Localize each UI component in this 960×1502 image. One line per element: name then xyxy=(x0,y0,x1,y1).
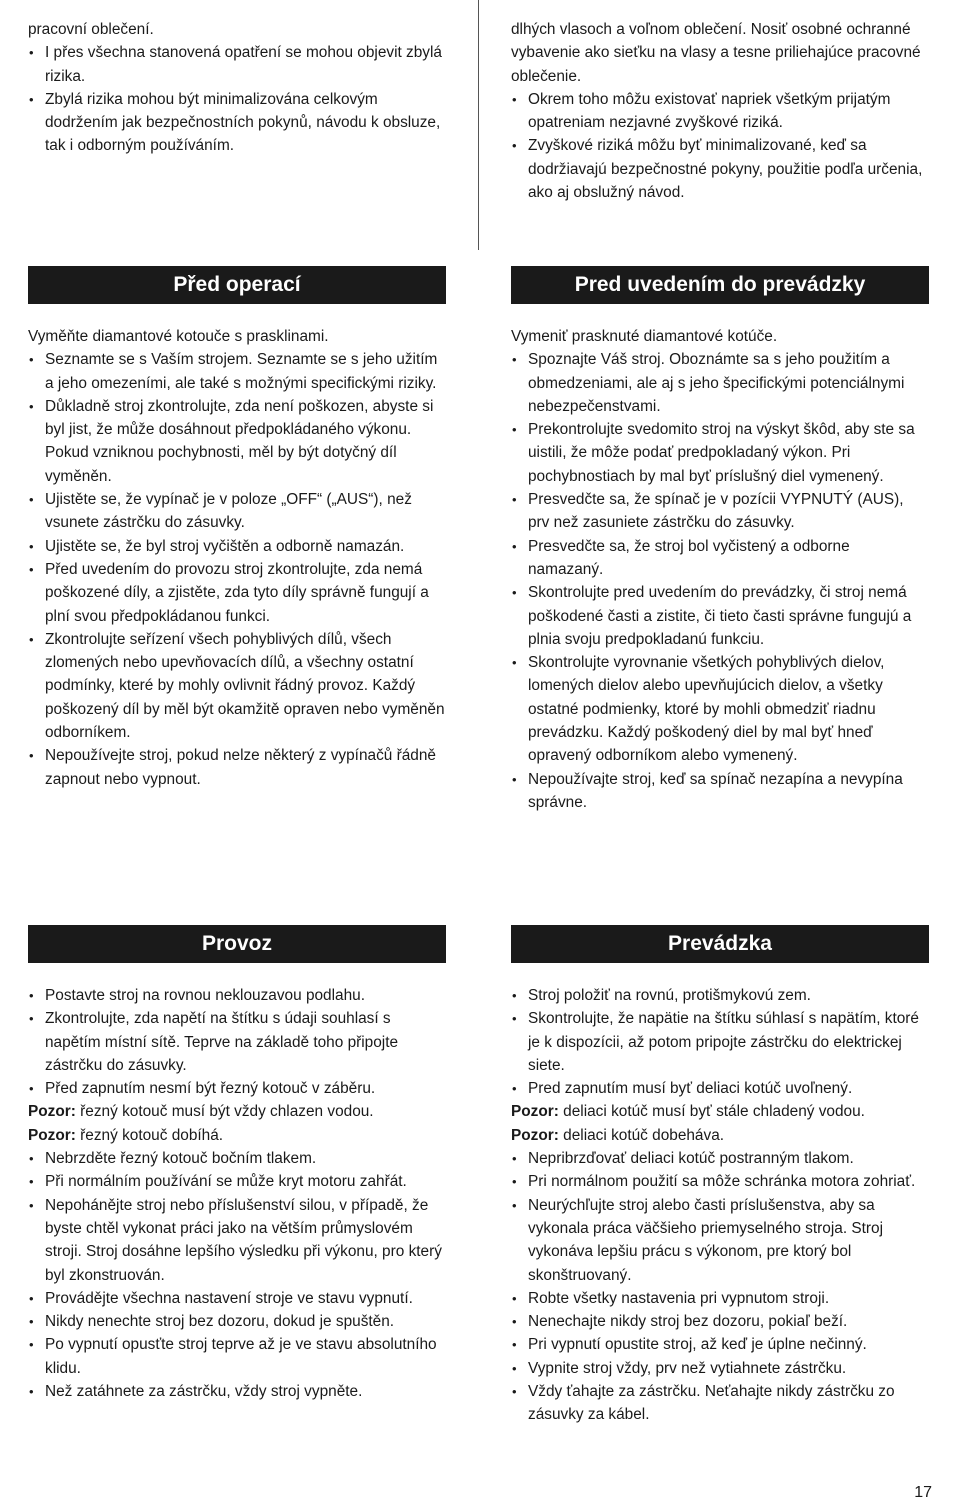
caution-note xyxy=(28,1124,446,1147)
list-item: • Zkontrolujte seřízení všech pohyblivých dílů, všech zlomených nebo upevňovacích dílů, a všechny ostatní podmínky, které by mohly ovlivnit řádný provoz. Každý poškozený díl by měl být okamžitě opraven nebo vyměněn odborníkem. xyxy=(28,628,446,744)
list-item: • Ujistěte se, že byl stroj vyčištěn a odborně namazán. xyxy=(28,535,446,558)
caution-note xyxy=(511,1124,929,1147)
section-heading-operation-cs: Provoz xyxy=(28,925,446,963)
caution-label: Pozor: xyxy=(511,1126,559,1144)
list-item: • Před zapnutím nesmí být řezný kotouč v záběru. xyxy=(28,1077,446,1100)
top-cs-intro: pracovní oblečení. xyxy=(28,21,154,38)
caution-text: deliaci kotúč dobeháva. xyxy=(558,1126,725,1144)
top-cs-column xyxy=(28,18,446,158)
operation-sk-list-2 xyxy=(511,1147,929,1427)
list-item: • Skontrolujte pred uvedením do prevádzky, či stroj nemá poškodené časti a zistite, či tieto časti správne fungujú a plnia svoju predpokladanú funkciu. xyxy=(511,581,929,651)
list-item: • Zvyškové riziká môžu byť minimalizované, keď sa dodržiavajú bezpečnostné pokyny, použitie podľa určenia, ako aj obslužný návod. xyxy=(511,134,929,204)
before-cs-list xyxy=(28,348,446,791)
top-sk-column xyxy=(511,18,929,204)
list-item: • Pred zapnutím musí byť deliaci kotúč uvoľnený. xyxy=(511,1077,929,1100)
list-item: • Pri vypnutí opustite stroj, až keď je úplne nečinný. xyxy=(511,1333,929,1356)
list-item: • Postavte stroj na rovnou neklouzavou podlahu. xyxy=(28,984,446,1007)
list-item: • Okrem toho môžu existovať napriek všetkým prijatým opatreniam nezjavné zvyškové riziká. xyxy=(511,88,929,135)
before-cs-column xyxy=(28,325,446,791)
column-divider xyxy=(478,0,479,250)
list-item: • Pri normálnom použití sa môže schránka motora zohriať. xyxy=(511,1170,929,1193)
caution-label: Pozor: xyxy=(28,1103,76,1121)
list-item: • Prekontrolujte svedomito stroj na výskyt škôd, aby ste sa uistili, že môže podať predpokladaný výkon. Pri pochybnostiach by mal byť príslušný diel vymenený. xyxy=(511,418,929,488)
list-item: • Provádějte všechna nastavení stroje ve stavu vypnutí. xyxy=(28,1287,446,1310)
top-sk-intro: dlhých vlasoch a voľnom oblečení. Nosiť osobné ochranné vybavenie ako sieťku na vlasy a tesne priliehajúce pracovné oblečenie. xyxy=(511,21,921,85)
top-cs-list xyxy=(28,41,446,157)
list-item: • Nebrzděte řezný kotouč bočním tlakem. xyxy=(28,1147,446,1170)
operation-cs-list-1 xyxy=(28,984,446,1100)
caution-label: Pozor: xyxy=(511,1103,559,1121)
list-item: • Nikdy nenechte stroj bez dozoru, dokud je spuštěn. xyxy=(28,1310,446,1333)
list-item: • Presvedčte sa, že spínač je v pozícii VYPNUTÝ (AUS), prv než zasuniete zástrčku do zásuvky. xyxy=(511,488,929,535)
list-item: • Seznamte se s Vaším strojem. Seznamte se s jeho užitím a jeho omezeními, ale také s možnými specifickými riziky. xyxy=(28,348,446,395)
list-item: • Než zatáhnete za zástrčku, vždy stroj vypněte. xyxy=(28,1380,446,1403)
list-item: • Vypnite stroj vždy, prv než vytiahnete zástrčku. xyxy=(511,1357,929,1380)
before-sk-column xyxy=(511,325,929,814)
list-item: • Presvedčte sa, že stroj bol vyčistený a odborne namazaný. xyxy=(511,535,929,582)
list-item: • Nenechajte nikdy stroj bez dozoru, pokiaľ beží. xyxy=(511,1310,929,1333)
list-item: • Nepoužívejte stroj, pokud nelze některý z vypínačů řádně zapnout nebo vypnout. xyxy=(28,744,446,791)
top-sk-list xyxy=(511,88,929,204)
before-sk-intro: Vymeniť prasknuté diamantové kotúče. xyxy=(511,328,778,345)
list-item: • Skontrolujte, že napätie na štítku súhlasí s napätím, ktoré je k dispozícii, až potom pripojte zástrčku do elektrickej siete. xyxy=(511,1007,929,1077)
list-item: • Při normálním používání se může kryt motoru zahřát. xyxy=(28,1170,446,1193)
before-cs-intro: Vyměňte diamantové kotouče s prasklinami. xyxy=(28,328,329,345)
before-sk-list xyxy=(511,348,929,814)
section-heading-before-cs: Před operací xyxy=(28,266,446,304)
list-item: • Po vypnutí opusťte stroj teprve až je ve stavu absolutního klidu. xyxy=(28,1333,446,1380)
list-item: • Robte všetky nastavenia pri vypnutom stroji. xyxy=(511,1287,929,1310)
list-item: • Zkontrolujte, zda napětí na štítku s údaji souhlasí s napětím místní sítě. Teprve na základě toho připojte zástrčku do zásuvky. xyxy=(28,1007,446,1077)
page-number: 17 xyxy=(914,1484,932,1501)
operation-cs-column xyxy=(28,984,446,1403)
list-item: • Spoznajte Váš stroj. Oboznámte sa s jeho použitím a obmedzeniami, ale aj s jeho špecifickými potenciálnymi nebezpečenstvami. xyxy=(511,348,929,418)
operation-sk-column xyxy=(511,984,929,1427)
section-heading-operation-sk: Prevádzka xyxy=(511,925,929,963)
caution-label: Pozor: xyxy=(28,1126,76,1144)
caution-text: řezný kotouč dobíhá. xyxy=(75,1126,224,1144)
operation-cs-list-2 xyxy=(28,1147,446,1403)
list-item: • Ujistěte se, že vypínač je v poloze „OFF“ („AUS“), než vsunete zástrčku do zásuvky. xyxy=(28,488,446,535)
caution-note xyxy=(28,1100,446,1123)
list-item: • Nepribrzďovať deliaci kotúč postranným tlakom. xyxy=(511,1147,929,1170)
list-item: • I přes všechna stanovená opatření se mohou objevit zbylá rizika. xyxy=(28,41,446,88)
operation-sk-list-1 xyxy=(511,984,929,1100)
list-item: • Zbylá rizika mohou být minimalizována celkovým dodržením jak bezpečnostních pokynů, návodu k obsluze, tak i odborným používáním. xyxy=(28,88,446,158)
list-item: • Před uvedením do provozu stroj zkontrolujte, zda nemá poškozené díly, a zjistěte, zda tyto díly správně fungují a plní svou předpokládanou funkci. xyxy=(28,558,446,628)
list-item: • Skontrolujte vyrovnanie všetkých pohyblivých dielov, lomených dielov alebo upevňujúcich dielov, a všetky ostatné podmienky, ktoré by mohli obmedziť riadnu prevádzku. Každý poškodený diel by mal byť hneď opravený odborníkom alebo vymenený. xyxy=(511,651,929,767)
list-item: • Vždy ťahajte za zástrčku. Neťahajte nikdy zástrčku zo zásuvky za kábel. xyxy=(511,1380,929,1427)
list-item: • Neurýchľujte stroj alebo časti príslušenstva, aby sa vykonala práca väčšieho priemyselného stroja. Stroj vykonáva lepšiu prácu s výkonom, pre ktorý bol skonštruovaný. xyxy=(511,1194,929,1287)
section-heading-before-sk: Pred uvedením do prevádzky xyxy=(511,266,929,304)
caution-note xyxy=(511,1100,929,1123)
list-item: • Stroj položiť na rovnú, protišmykovú zem. xyxy=(511,984,929,1007)
list-item: • Nepoháněјte stroj nebo příslušenství silou, v případě, že byste chtěl vykonat práci jako na větším průmyslovém stroji. Stroj dosáhne lepšího výsledku při výkonu, pro který byl zkonstruován. xyxy=(28,1194,446,1287)
list-item: • Nepoužívajte stroj, keď sa spínač nezapína a nevypína správne. xyxy=(511,768,929,815)
list-item: • Důkladně stroj zkontrolujte, zda není poškozen, abyste si byl jist, že může dosáhnout předpokládaného výkonu. Pokud vzniknou pochybnosti, měl by být dotyčný díl vyměněn. xyxy=(28,395,446,488)
caution-text: deliaci kotúč musí byť stále chladený vodou. xyxy=(558,1103,865,1121)
caution-text: řezný kotouč musí být vždy chlazen vodou. xyxy=(75,1103,374,1121)
